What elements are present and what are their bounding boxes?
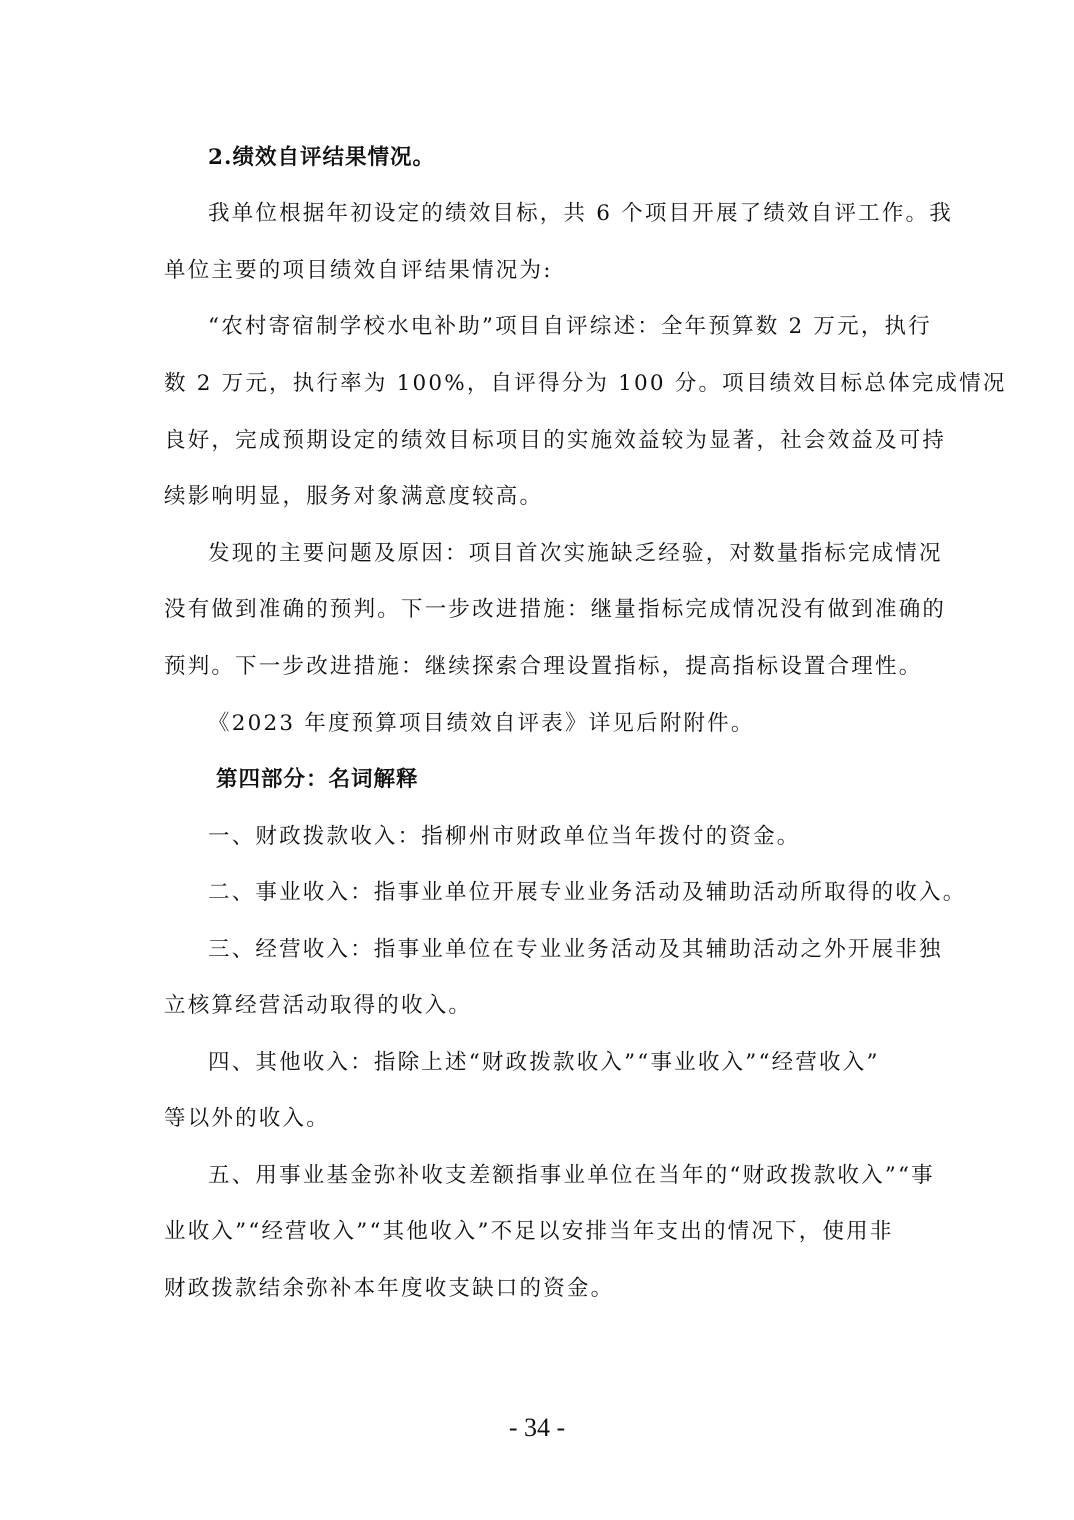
- paragraph-line: 我单位根据年初设定的绩效目标，共 6 个项目开展了绩效自评工作。我: [208, 201, 953, 226]
- paragraph-line: 没有做到准确的预判。下一步改进措施：继量指标完成情况没有做到准确的: [164, 597, 947, 622]
- paragraph-line: “农村寄宿制学校水电补助”项目自评综述：全年预算数 2 万元，执行: [208, 314, 932, 339]
- page-number: - 34 -: [508, 1413, 566, 1442]
- paragraph-line: 续影响明显，服务对象满意度较高。: [164, 484, 544, 509]
- definition-line: 等以外的收入。: [164, 1106, 330, 1131]
- paragraph-line: 《2023 年度预算项目绩效自评表》详见后附附件。: [208, 711, 755, 736]
- part-heading: 第四部分：名词解释: [216, 767, 419, 792]
- definition-line: 五、用事业基金弥补收支差额指事业单位在当年的“财政拨款收入”“事: [208, 1163, 935, 1188]
- definition-line: 四、其他收入：指除上述“财政拨款收入”“事业收入”“经营收入”: [208, 1050, 880, 1075]
- paragraph-line: 预判。下一步改进措施：继续探索合理设置指标，提高指标设置合理性。: [164, 654, 923, 679]
- paragraph-line: 数 2 万元，执行率为 100%，自评得分为 100 分。项目绩效目标总体完成情况: [164, 371, 1007, 396]
- definition-line: 一、财政拨款收入：指柳州市财政单位当年拨付的资金。: [208, 824, 801, 849]
- paragraph-line: 发现的主要问题及原因：项目首次实施缺乏经验，对数量指标完成情况: [208, 541, 943, 566]
- definition-line: 立核算经营活动取得的收入。: [164, 993, 473, 1018]
- paragraph-line: 良好，完成预期设定的绩效目标项目的实施效益较为显著，社会效益及可持: [164, 428, 947, 453]
- definition-line: 财政拨款结余弥补本年度收支缺口的资金。: [164, 1276, 615, 1301]
- section-heading: 2.绩效自评结果情况。: [208, 145, 435, 170]
- paragraph-line: 单位主要的项目绩效自评结果情况为:: [164, 258, 553, 283]
- definition-line: 三、经营收入：指事业单位在专业业务活动及其辅助活动之外开展非独: [208, 937, 943, 962]
- definition-line: 二、事业收入：指事业单位开展专业业务活动及辅助活动所取得的收入。: [208, 880, 967, 905]
- definition-line: 业收入”“经营收入”“其他收入”不足以安排当年支出的情况下，使用非: [164, 1219, 894, 1244]
